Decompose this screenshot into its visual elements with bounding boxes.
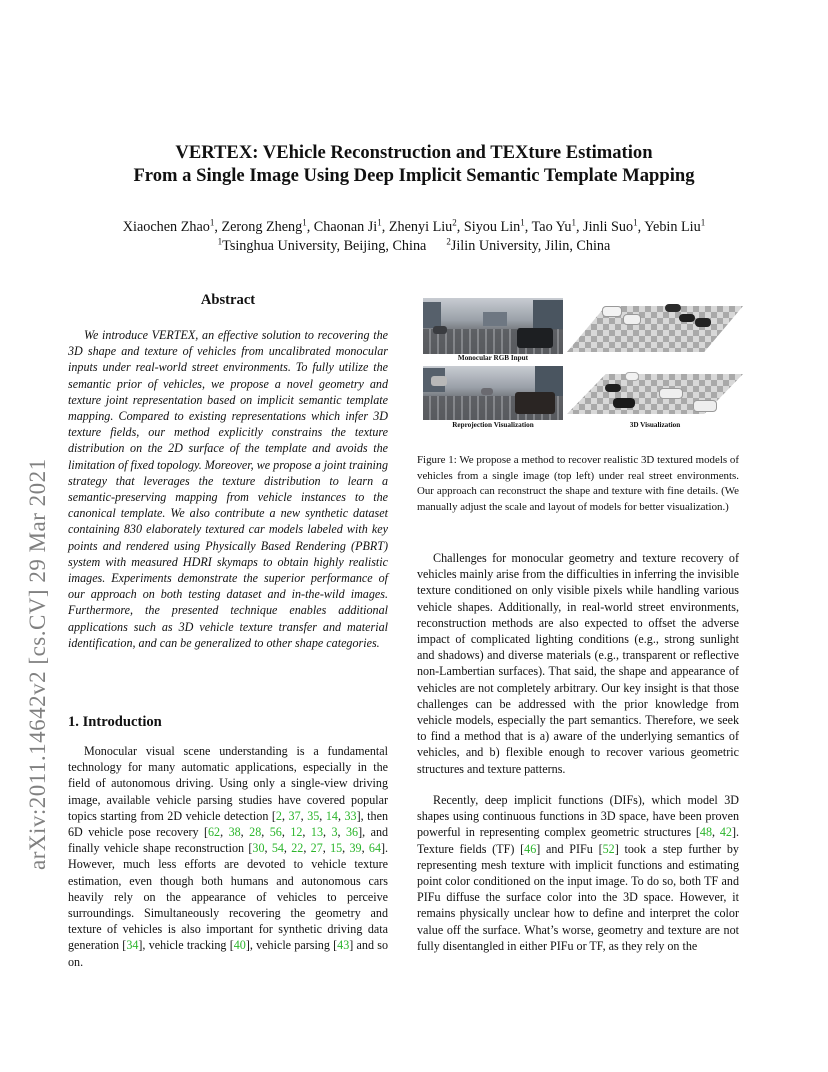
right-paragraph-1: Challenges for monocular geometry and texture recovery of vehicles mainly arise from the difficulties in inferring the invisible texture conditioned on only visible pixels while handling various vehicle shapes. Additionally, in real-world street environments, reconstruction methods are also expected to offset the adverse impact of complicated lighting conditions (e.g., strong sunlight and shadows) and diverse materials (e.g., transparent or reflective non-Lambertian surfaces). That said, the shape and appearance of vehicles are not completely arbitrary. Our key insight is that those challenges can be addressed with the prior knowledge from vehicle models, especially the part semantics. Therefore, we seek to find a method that is a) aware of the underlying semantics of vehicles, and b) flexible enough to recover various geometric structures and texture patterns. xyxy=(417,551,739,776)
paper-title xyxy=(0,141,828,187)
author-name: Zerong Zheng xyxy=(221,219,303,235)
author-name: Chaonan Ji xyxy=(313,219,378,235)
citation-link[interactable]: 34 xyxy=(126,938,139,953)
citation-link[interactable]: 14 xyxy=(325,808,338,823)
affiliation-name: Jilin University, Jilin, China xyxy=(450,238,611,254)
figure-1 xyxy=(417,292,743,432)
citation-link[interactable]: 33 xyxy=(344,808,357,823)
citation-link[interactable]: 22 xyxy=(291,841,304,856)
reprojection-image xyxy=(423,366,563,420)
car-model xyxy=(693,400,717,412)
car-model xyxy=(613,398,635,408)
car-model xyxy=(605,384,621,392)
figure-1-caption: Figure 1: We propose a method to recover realistic 3D textured models of vehicles from a single image (top left) under real street environments. Our approach can reconstruct the shape and texture with fine details. (We manually adjust the scale and layout of models for better visualization.) xyxy=(417,454,739,513)
citation-link[interactable]: 62 xyxy=(208,825,221,840)
monocular-input-image xyxy=(423,298,563,354)
citation-link[interactable]: 39 xyxy=(349,841,362,856)
car-model xyxy=(623,314,641,325)
affiliation-mark: 1 xyxy=(700,217,706,228)
citation-link[interactable]: 15 xyxy=(330,841,343,856)
citation-link[interactable]: 27 xyxy=(310,841,323,856)
affiliation-mark: 2 xyxy=(452,217,457,228)
right-paragraph-2: Recently, deep implicit functions (DIFs), which model 3D shapes using continuous functions in 3D space, have been proven powerful in representing complex geometric structures [48, 42]. Texture fields (TF) [46] and PIFu [52] took a step further by representing mesh texture with implicit functions and estimating point color conditioned on the input image. To do so, both TF and PIFu diffuse the surface color into the 3D space. However, it remains physically unclear how to define and interpret the color value off the surface. What’s worse, geometry and texture are not fully disentangled in either PIFu or TF, as they rely on the xyxy=(417,793,739,953)
author-name: Tao Yu xyxy=(531,219,572,235)
car-model xyxy=(602,306,622,317)
citation-link[interactable]: 37 xyxy=(288,808,301,823)
affiliation-name: Tsinghua University, Beijing, China xyxy=(222,238,427,254)
affiliation-mark: 1 xyxy=(520,217,525,228)
author-name: Zhenyi Liu xyxy=(388,219,453,235)
citation-link[interactable]: 12 xyxy=(290,825,303,840)
car-model xyxy=(659,388,683,399)
affiliation-mark: 1 xyxy=(377,217,382,228)
citation-link[interactable]: 42 xyxy=(719,825,732,840)
citation-link[interactable]: 56 xyxy=(269,825,282,840)
car-model xyxy=(695,318,711,327)
author-name: Yebin Liu xyxy=(644,219,701,235)
affiliation-mark: 1 xyxy=(302,217,307,228)
citation-link[interactable]: 2 xyxy=(275,808,282,823)
citation-link[interactable]: 48 xyxy=(699,825,712,840)
intro-paragraph-1: Monocular visual scene understanding is a fundamental technology for many automatic applications, especially in the field of autonomous driving. Using only a single-view driving image, available vehicle parsing studies have covered popular topics starting from 2D vehicle detection [2, 37, 35, 14, 33], then 6D vehicle pose recovery [62, 38, 28, 56, 12, 13, 3, 36], and finally vehicle shape reconstruction [30, 54, 22, 27, 15, 39, 64]. However, much less efforts are devoted to vehicle texture estimation, even though both humans and autonomous cars heavily rely on the appearance of vehicles to perceive surroundings. Simultaneously recovering the geometry and texture of vehicles is also important for synthetic driving data generation [34], vehicle tracking [40], vehicle parsing [43] and so on. xyxy=(68,744,389,969)
3d-scene-top xyxy=(567,306,743,352)
affiliation-mark: 1 xyxy=(633,217,638,228)
car-model xyxy=(665,304,681,312)
title-line-2: From a Single Image Using Deep Implicit Semantic Template Mapping xyxy=(133,165,695,186)
citation-link[interactable]: 52 xyxy=(602,841,615,856)
affiliations xyxy=(0,236,828,256)
citation-link[interactable]: 40 xyxy=(233,938,246,953)
arxiv-stamp: arXiv:2011.14642v2 [cs.CV] 29 Mar 2021 xyxy=(25,458,50,870)
author-name: Xiaochen Zhao xyxy=(122,219,210,235)
citation-link[interactable]: 64 xyxy=(368,841,382,856)
abstract-heading: Abstract xyxy=(200,292,256,308)
intro-heading: 1. Introduction xyxy=(68,714,162,730)
citation-link[interactable]: 28 xyxy=(249,825,262,840)
citation-link[interactable]: 36 xyxy=(346,825,359,840)
car-model xyxy=(679,314,695,322)
affiliation-mark: 1 xyxy=(209,217,215,228)
author-list: Xiaochen Zhao$^1$, Zerong Zheng$^1$, Chaonan Ji$^1$, Zhenyi Liu$^2$, Siyou Lin$^1$, Tao Yu$^1$, Jinli Suo$^1$, Yebin Liu$^1$ xyxy=(122,217,706,235)
citation-link[interactable]: 3 xyxy=(331,825,338,840)
citation-link[interactable]: 30 xyxy=(252,841,265,856)
citation-link[interactable]: 35 xyxy=(307,808,320,823)
citation-link[interactable]: 38 xyxy=(228,825,241,840)
author-name: Siyou Lin xyxy=(463,219,521,235)
author-name: Jinli Suo xyxy=(583,219,634,235)
citation-link[interactable]: 43 xyxy=(337,938,350,953)
label-monocular-rgb-input: Monocular RGB Input xyxy=(457,354,529,362)
affiliation-mark: 1 xyxy=(217,236,223,247)
label-3d-visualization: 3D Visualization xyxy=(629,421,681,429)
citation-link[interactable]: 46 xyxy=(524,841,537,856)
label-reprojection-visualization: Reprojection Visualization xyxy=(452,421,534,429)
abstract-text: We introduce VERTEX, an effective solution to recovering the 3D shape and texture of vehicles from uncalibrated monocular inputs under real-world street environments. To fully utilize the semantic prior of vehicles, we propose a novel geometry and texture joint representation based on implicit semantic template mapping. Compared to existing representations which infer 3D texture fields, our method explicitly constrains the texture distribution on the 2D surface of the template and avoids the limitation of fixed topology. Moreover, we propose a joint training strategy that leverages the texture distribution to learn a semantic-preserving mapping from vehicle instances to the canonical template. We also contribute a new synthetic dataset containing 830 elaborately textured car models labeled with key points and rendered using Physically Based Rendering (PBRT) system with measured HDRI skymaps to obtain highly realistic images. Experiments demonstrate the superior performance of our approach on both testing dataset and in-the-wild images. Furthermore, the presented technique enables additional applications such as 3D vehicle texture transfer and material identification, and can be generalized to other shape categories. xyxy=(68,328,388,650)
citation-link[interactable]: 54 xyxy=(271,841,284,856)
affiliation-mark: 1 xyxy=(571,217,576,228)
car-model xyxy=(625,372,639,381)
citation-link[interactable]: 13 xyxy=(310,825,323,840)
affiliation-mark: 2 xyxy=(446,236,451,247)
title-line-1: VERTEX: VEhicle Reconstruction and TEXture Estimation xyxy=(175,142,653,163)
